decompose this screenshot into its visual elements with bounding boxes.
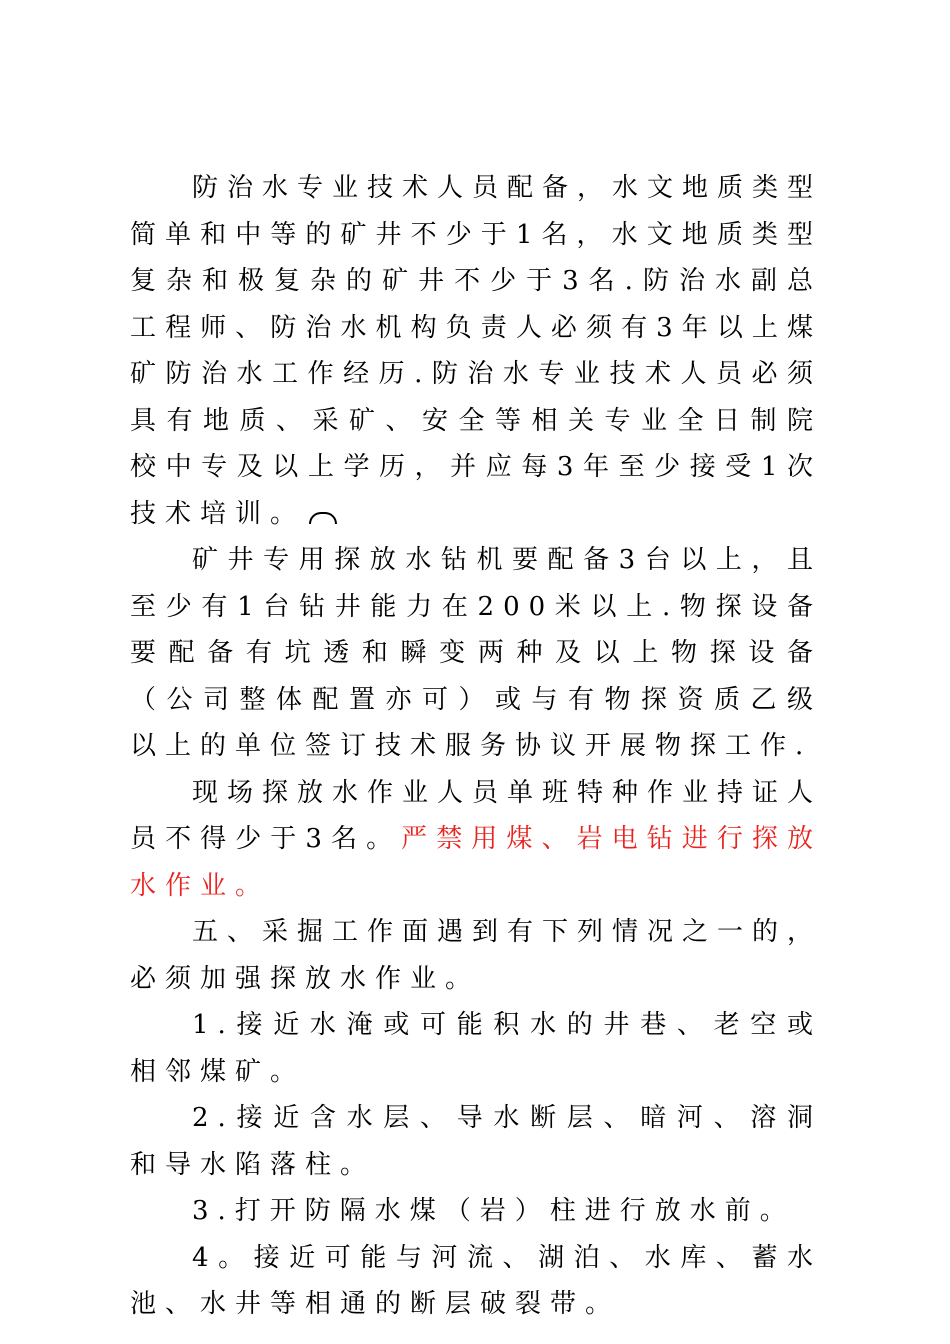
- paragraph-text: 五、采掘工作面遇到有下列情况之一的，必须加强探放水作业。: [130, 917, 823, 994]
- edit-mark-icon: [309, 512, 337, 524]
- list-item-text: 3.打开防隔水煤（岩）柱进行放水前。: [192, 1196, 795, 1226]
- paragraph-staffing: [130, 165, 822, 537]
- paragraph-personnel: [130, 770, 822, 910]
- list-item-text: 1.接近水淹或可能积水的井巷、老空或相邻煤矿。: [130, 1010, 822, 1087]
- list-item-1: [130, 1002, 822, 1095]
- paragraph-highlight: 严禁用煤、岩电钻进行探放水作业。: [130, 824, 822, 901]
- paragraph-text: 现场探放水作业人员单班特种作业持证人员不得少于3名。: [130, 777, 823, 854]
- list-item-4: [130, 1235, 822, 1328]
- document-body: [130, 165, 822, 1328]
- paragraph-equipment: [130, 537, 822, 770]
- list-item-3: [130, 1188, 822, 1235]
- list-item-2: [130, 1095, 822, 1188]
- list-item-text: 2.接近含水层、导水断层、暗河、溶洞和导水陷落柱。: [130, 1103, 822, 1180]
- list-item-text: 4。接近可能与河流、湖泊、水库、蓄水池、水井等相通的断层破裂带。: [130, 1242, 822, 1319]
- paragraph-text: 矿井专用探放水钻机要配备3台以上，且至少有1台钻井能力在200米以上.物探设备要配备有坑透和瞬变两种及以上物探设备（公司整体配置亦可）或与有物探资质乙级以上的单位签订技术服务协议开展物探工作.: [130, 545, 822, 761]
- paragraph-text: 防治水专业技术人员配备，水文地质类型简单和中等的矿井不少于1名，水文地质类型复杂和极复杂的矿井不少于3名.防治水副总工程师、防治水机构负责人必须有3年以上煤矿防治水工作经历.防治水专业技术人员必须具有地质、采矿、安全等相关专业全日制院校中专及以上学历，并应每3年至少接受1次技术培训。: [130, 173, 823, 529]
- paragraph-section-five: [130, 909, 822, 1002]
